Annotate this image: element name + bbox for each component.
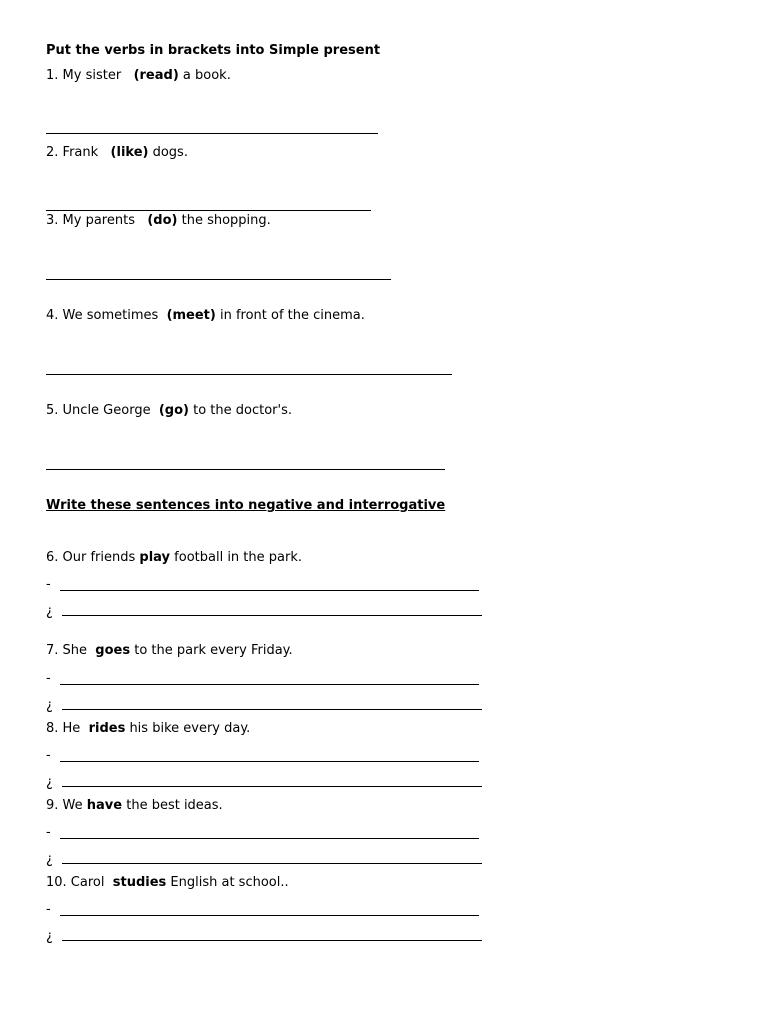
question-line-9[interactable] [62, 863, 482, 864]
section2-title: Write these sentences into negative and interrogative [46, 498, 446, 513]
exercise-1: 1. My sister (read) a book. [46, 68, 231, 83]
exercise-5: 5. Uncle George (go) to the doctor's. [46, 403, 292, 418]
section1-title: Put the verbs in brackets into Simple present [46, 43, 381, 58]
negative-marker: - [46, 825, 51, 840]
exercise-6: 6. Our friends play football in the park. [46, 550, 302, 565]
question-marker: ¿ [46, 929, 53, 944]
question-line-10[interactable] [62, 940, 482, 941]
question-marker: ¿ [46, 775, 53, 790]
question-marker: ¿ [46, 852, 53, 867]
question-marker: ¿ [46, 698, 53, 713]
negative-line-9[interactable] [60, 838, 479, 839]
negative-marker: - [46, 748, 51, 763]
negative-line-7[interactable] [60, 684, 479, 685]
answer-line-5[interactable] [46, 469, 445, 470]
question-line-6[interactable] [62, 615, 482, 616]
exercise-4: 4. We sometimes (meet) in front of the cinema. [46, 308, 365, 323]
exercise-2: 2. Frank (like) dogs. [46, 145, 188, 160]
answer-line-4[interactable] [46, 374, 452, 375]
question-marker: ¿ [46, 604, 53, 619]
negative-line-6[interactable] [60, 590, 479, 591]
exercise-8: 8. He rides his bike every day. [46, 721, 251, 736]
exercise-10: 10. Carol studies English at school.. [46, 875, 289, 890]
negative-line-8[interactable] [60, 761, 479, 762]
negative-marker: - [46, 902, 51, 917]
answer-line-2[interactable] [46, 210, 371, 211]
exercise-3: 3. My parents (do) the shopping. [46, 213, 271, 228]
exercise-9: 9. We have the best ideas. [46, 798, 223, 813]
answer-line-1[interactable] [46, 133, 378, 134]
question-line-8[interactable] [62, 786, 482, 787]
question-line-7[interactable] [62, 709, 482, 710]
negative-marker: - [46, 671, 51, 686]
exercise-7: 7. She goes to the park every Friday. [46, 643, 293, 658]
negative-line-10[interactable] [60, 915, 479, 916]
negative-marker: - [46, 577, 51, 592]
answer-line-3[interactable] [46, 279, 391, 280]
